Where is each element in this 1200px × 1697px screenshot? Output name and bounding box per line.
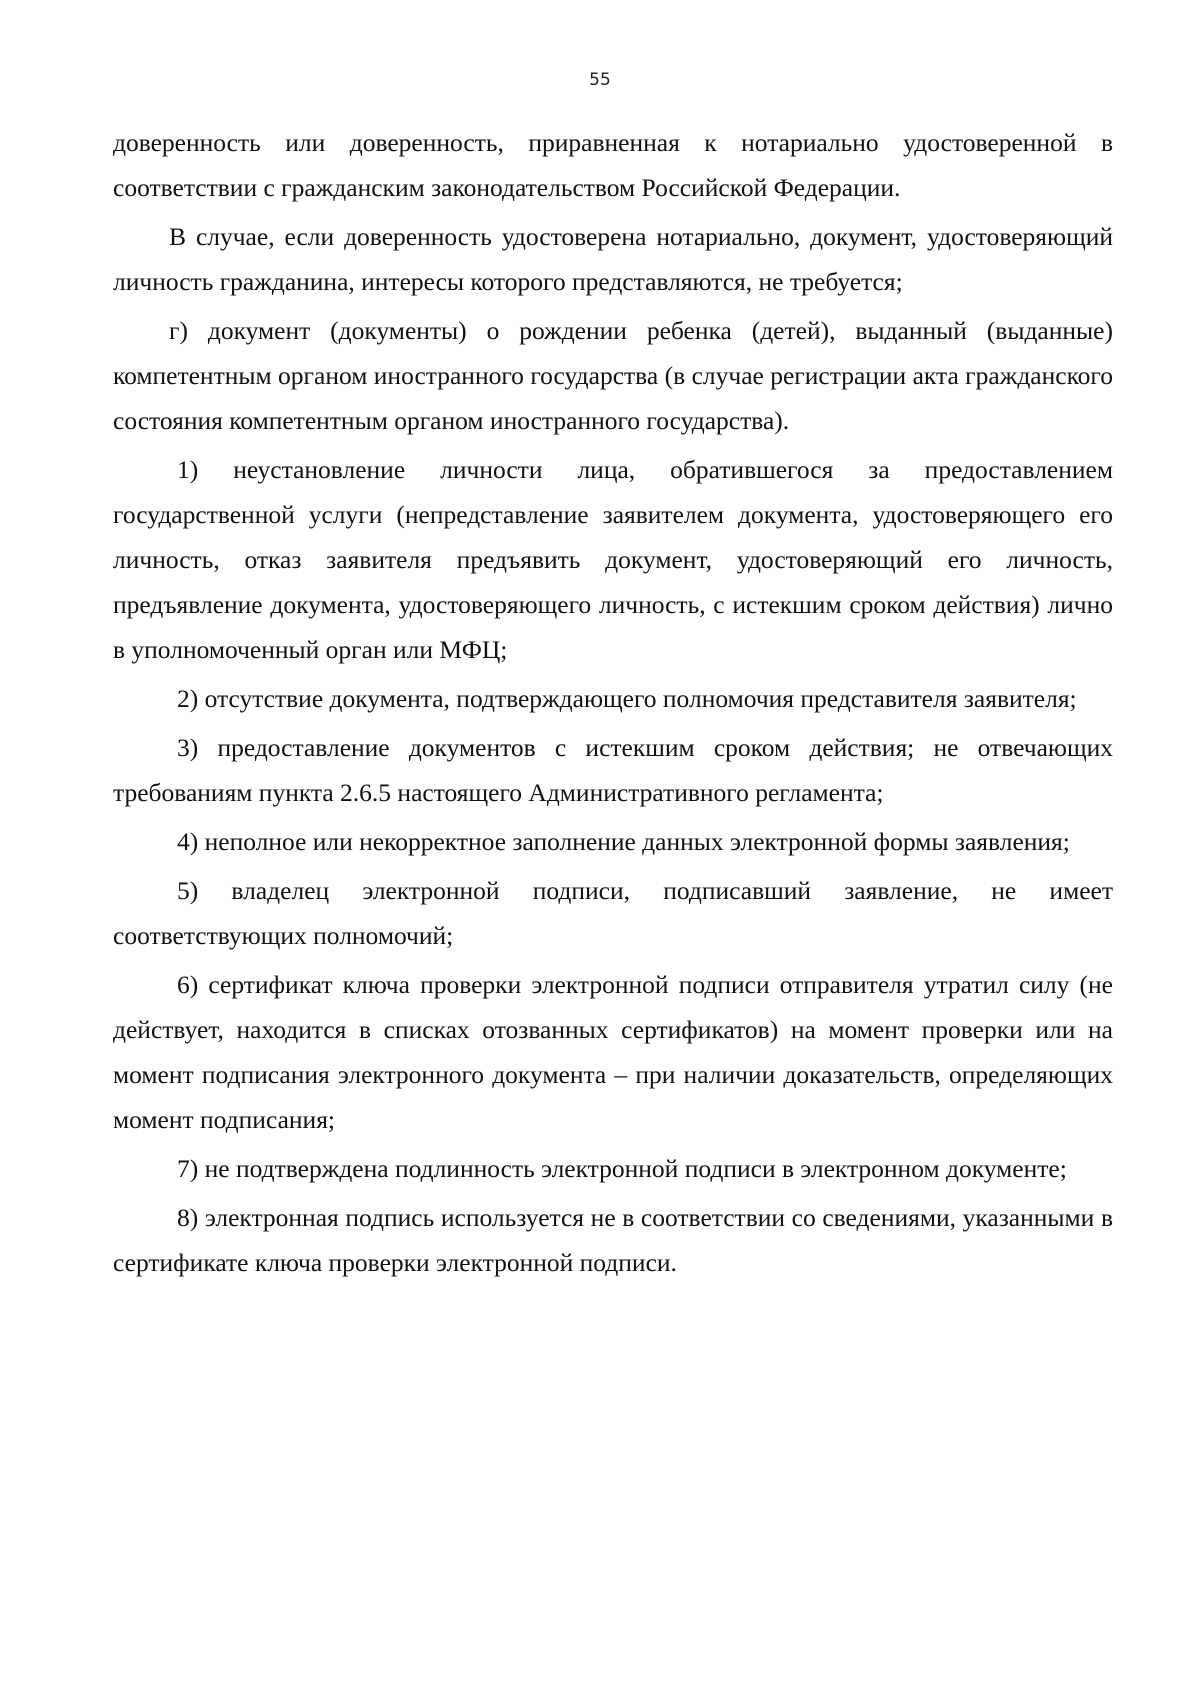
list-item-3: 3) предоставление документов с истекшим сроком действия; не отвечающих требованиям пункта 2.6.5 настоящего Административного регламента; [113,733,1113,807]
list-item-2: 2) отсутствие документа, подтверждающего полномочия представителя заявителя; [177,684,1077,713]
page-number: 55 [589,70,611,90]
paragraph-notary-note: В случае, если доверенность удостоверена нотариально, документ, удостоверяющий личность гражданина, интересы которого представляются, не требуется; [113,222,1113,296]
document-body [113,120,1113,1289]
list-item-1: 1) неустановление личности лица, обратившегося за предоставлением государственной услуги (непредставление заявителем документа, удостоверяющего его личность, отказ заявителя предъявить документ, удостоверяющий его личность, предъявление документа, удостоверяющего личность, с истекшим сроком действия) лично в уполномоченный орган или МФЦ; [113,455,1113,664]
paragraph-continuation: доверенность или доверенность, приравненная к нотариально удостоверенной в соответствии с гражданским законодательством Российской Федерации. [113,128,1113,202]
list-item-5: 5) владелец электронной подписи, подписавший заявление, не имеет соответствующих полномочий; [113,876,1113,950]
list-item-6: 6) сертификат ключа проверки электронной подписи отправителя утратил силу (не действует, находится в списках отозванных сертификатов) на момент проверки или на момент подписания электронного документа – при наличии доказательств, определяющих момент подписания; [113,970,1113,1134]
list-item-8: 8) электронная подпись используется не в соответствии со сведениями, указанными в сертификате ключа проверки электронной подписи. [113,1203,1113,1277]
paragraph-item-g: г) документ (документы) о рождении ребенка (детей), выданный (выданные) компетентным органом иностранного государства (в случае регистрации акта гражданского состояния компетентным органом иностранного государства). [113,316,1113,435]
list-item-4: 4) неполное или некорректное заполнение данных электронной формы заявления; [177,827,1070,856]
list-item-7: 7) не подтверждена подлинность электронной подписи в электронном документе; [177,1154,1067,1183]
